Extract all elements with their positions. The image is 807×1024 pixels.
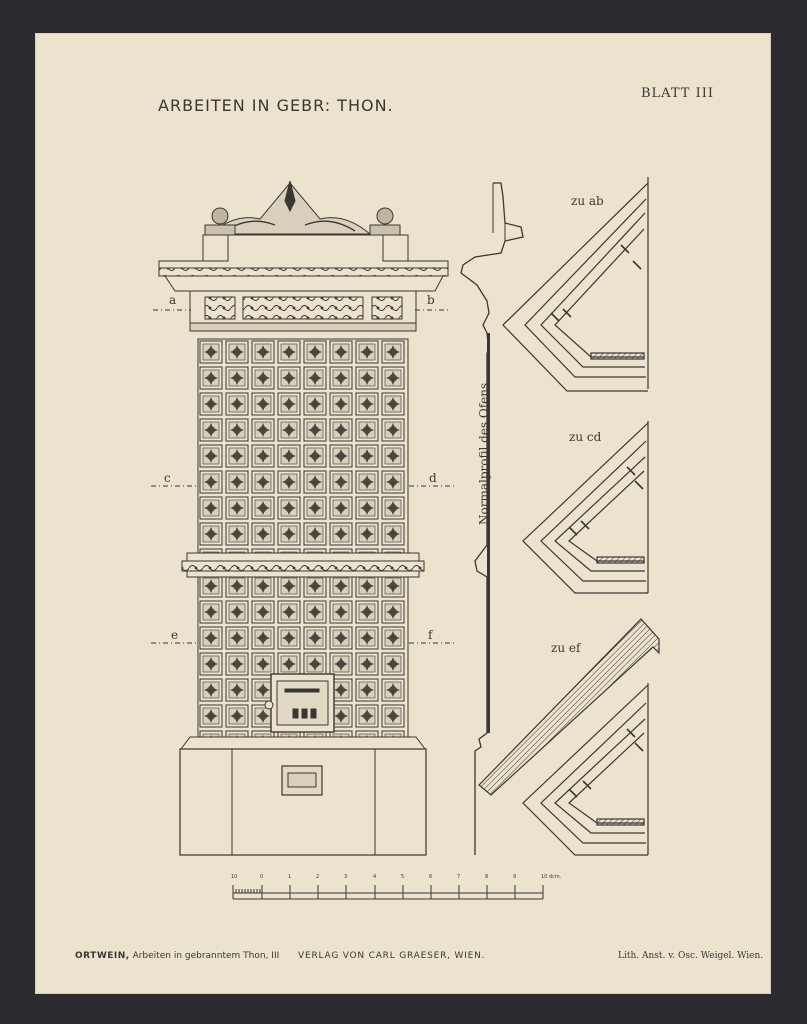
scale-tick-4: 4 bbox=[373, 874, 377, 880]
section-label-ef: zu ef bbox=[551, 641, 581, 655]
profile-label: Normalprofil des Ofens. bbox=[477, 379, 491, 525]
cut-label-d: d bbox=[429, 471, 437, 485]
footer-publisher: VERLAG VON CARL GRAESER, WIEN. bbox=[298, 951, 486, 961]
footer-author: ORTWEIN, bbox=[75, 951, 130, 961]
footer-credit bbox=[75, 951, 279, 961]
section-ab bbox=[503, 177, 648, 391]
stove-elevation bbox=[159, 181, 448, 855]
scale-tick-8: 8 bbox=[485, 874, 489, 880]
scale-tick-neg10: 10 bbox=[231, 874, 238, 880]
scale-tick-3: 3 bbox=[344, 874, 348, 880]
cut-label-b: b bbox=[427, 293, 435, 307]
scale-tick-0: 0 bbox=[260, 874, 264, 880]
plate-sheet bbox=[35, 33, 771, 994]
plate-title: ARBEITEN IN GEBR: THON. bbox=[158, 96, 394, 115]
plate-number: BLATT III bbox=[641, 86, 714, 101]
drawing-canvas bbox=[35, 33, 771, 994]
stove-crest bbox=[205, 181, 400, 235]
section-label-ab: zu ab bbox=[571, 194, 604, 208]
cut-label-c: c bbox=[164, 471, 171, 485]
fire-door bbox=[265, 674, 334, 732]
scale-tick-1: 1 bbox=[288, 874, 292, 880]
footer-work: Arbeiten in gebranntem Thon, III bbox=[132, 951, 280, 961]
section-cd bbox=[523, 421, 648, 593]
scale-tick-10: 10 dcm. bbox=[541, 874, 562, 880]
scale-tick-2: 2 bbox=[316, 874, 320, 880]
scale-bar bbox=[233, 885, 543, 899]
scale-tick-5: 5 bbox=[401, 874, 405, 880]
cut-label-e: e bbox=[171, 628, 179, 642]
cut-label-a: a bbox=[169, 293, 177, 307]
section-label-cd: zu cd bbox=[569, 430, 602, 444]
footer-lithographer: Lith. Anst. v. Osc. Weigel. Wien. bbox=[618, 951, 764, 961]
scale-tick-9: 9 bbox=[513, 874, 517, 880]
scale-tick-7: 7 bbox=[457, 874, 461, 880]
scale-tick-6: 6 bbox=[429, 874, 433, 880]
cut-label-f: f bbox=[428, 628, 433, 642]
